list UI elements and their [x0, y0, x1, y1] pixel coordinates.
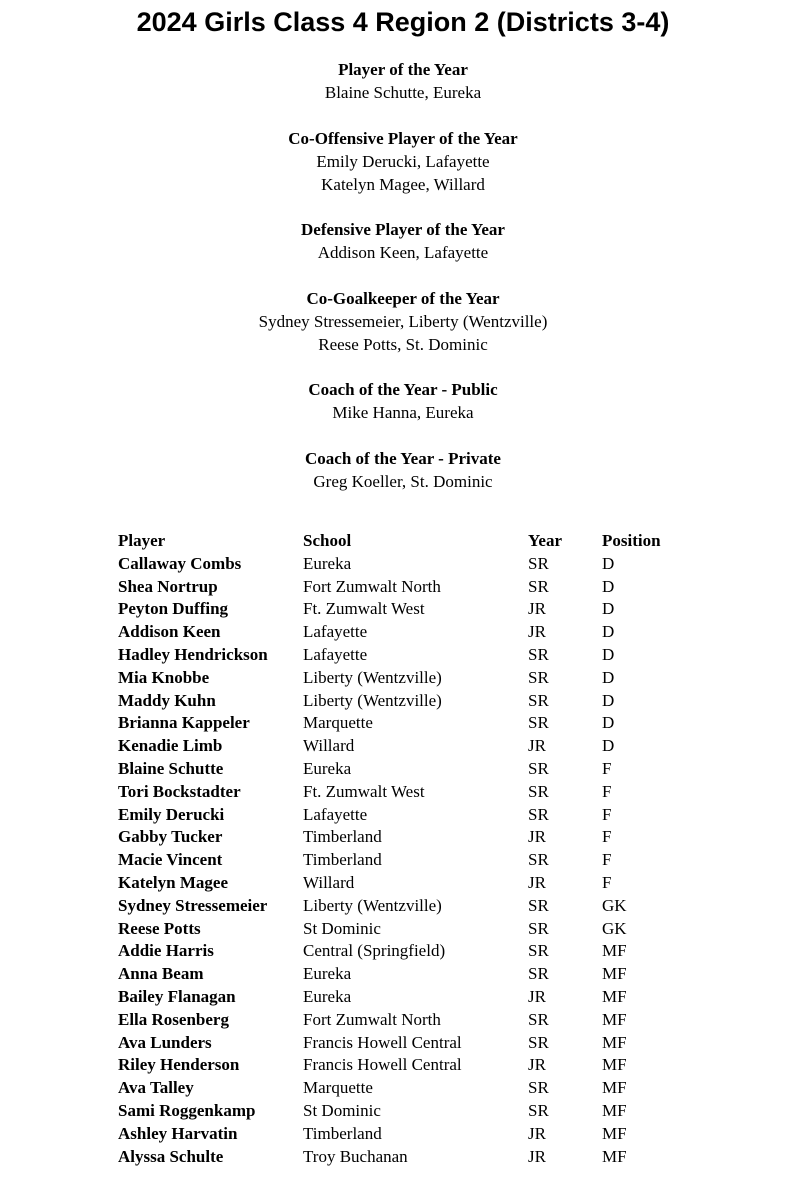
award-coach-private — [0, 447, 806, 493]
cell-player: Brianna Kappeler — [118, 713, 250, 733]
all-region-roster — [118, 530, 692, 1168]
cell-player: Riley Henderson — [118, 1055, 240, 1075]
cell-position: D — [602, 599, 615, 619]
cell-player: Addie Harris — [118, 941, 214, 961]
cell-school: Lafayette — [303, 644, 368, 664]
table-body — [118, 553, 692, 1169]
cell-player: Blaine Schutte — [118, 758, 224, 778]
table-row — [118, 553, 692, 576]
cell-position: GK — [602, 895, 627, 915]
cell-year: JR — [528, 599, 546, 619]
cell-position: F — [602, 758, 612, 778]
cell-player: Ava Talley — [118, 1078, 194, 1098]
table-row — [118, 849, 692, 872]
cell-year: SR — [528, 895, 549, 915]
award-winner: Sydney Stressemeier, Liberty (Wentzville) — [258, 311, 548, 331]
award-title: Co-Goalkeeper of the Year — [306, 288, 500, 308]
cell-year: SR — [528, 1032, 549, 1052]
table-row — [118, 735, 692, 758]
cell-school: Willard — [303, 736, 355, 756]
award-winner: Katelyn Magee, Willard — [321, 174, 485, 194]
cell-year: JR — [528, 622, 546, 642]
cell-school: Liberty (Wentzville) — [303, 690, 442, 710]
header-position: Position — [602, 531, 661, 550]
cell-year: SR — [528, 964, 549, 984]
award-title: Defensive Player of the Year — [301, 220, 505, 239]
cell-year: SR — [528, 667, 549, 687]
cell-player: Gabby Tucker — [118, 827, 223, 847]
cell-year: SR — [528, 553, 549, 573]
cell-position: MF — [602, 1146, 627, 1166]
cell-position: MF — [602, 1123, 627, 1143]
cell-player: Sami Roggenkamp — [118, 1100, 256, 1120]
cell-position: F — [602, 827, 612, 847]
cell-player: Sydney Stressemeier — [118, 895, 268, 915]
cell-position: D — [602, 667, 615, 687]
cell-player: Shea Nortrup — [118, 576, 218, 596]
cell-position: MF — [602, 941, 627, 961]
table-row — [118, 1077, 692, 1100]
cell-school: Central (Springfield) — [303, 941, 446, 961]
cell-player: Mia Knobbe — [118, 667, 210, 687]
cell-year: SR — [528, 1009, 549, 1029]
table-row — [118, 576, 692, 599]
cell-year: SR — [528, 1100, 549, 1120]
cell-year: SR — [528, 918, 549, 938]
cell-position: MF — [602, 986, 627, 1006]
table-row — [118, 781, 692, 804]
cell-school: Ft. Zumwalt West — [303, 599, 425, 619]
cell-player: Emily Derucki — [118, 804, 225, 824]
cell-school: Francis Howell Central — [303, 1055, 462, 1075]
award-title: Player of the Year — [338, 60, 468, 79]
table-row — [118, 621, 692, 644]
header-year: Year — [528, 531, 562, 550]
table-row — [118, 940, 692, 963]
cell-year: SR — [528, 1078, 549, 1098]
award-co-offensive-player — [0, 127, 806, 196]
header-player: Player — [118, 531, 166, 550]
cell-school: Eureka — [303, 758, 352, 778]
cell-year: JR — [528, 1055, 546, 1075]
table-row — [118, 758, 692, 781]
cell-position: MF — [602, 1009, 627, 1029]
award-player-of-the-year — [0, 58, 806, 104]
table-row — [118, 986, 692, 1009]
table-row — [118, 1054, 692, 1077]
cell-year: JR — [528, 827, 546, 847]
cell-year: SR — [528, 576, 549, 596]
cell-player: Katelyn Magee — [118, 872, 228, 892]
cell-year: SR — [528, 758, 549, 778]
cell-school: Marquette — [303, 713, 373, 733]
award-title: Coach of the Year - Private — [305, 448, 501, 468]
cell-school: Timberland — [303, 850, 382, 870]
cell-school: Liberty (Wentzville) — [303, 667, 442, 687]
award-winner: Blaine Schutte, Eureka — [324, 83, 482, 102]
cell-year: JR — [528, 1123, 546, 1143]
award-winner: Emily Derucki, Lafayette — [316, 151, 490, 171]
cell-player: Bailey Flanagan — [118, 986, 236, 1006]
cell-player: Ava Lunders — [118, 1032, 212, 1052]
cell-position: D — [602, 690, 615, 710]
cell-position: F — [602, 781, 612, 801]
table-row — [118, 918, 692, 941]
cell-year: SR — [528, 690, 549, 710]
cell-year: SR — [528, 713, 549, 733]
cell-player: Reese Potts — [118, 918, 201, 938]
cell-school: Marquette — [303, 1078, 373, 1098]
cell-player: Peyton Duffing — [118, 599, 229, 619]
cell-player: Maddy Kuhn — [118, 690, 216, 710]
cell-school: Eureka — [303, 986, 352, 1006]
award-co-goalkeeper — [0, 287, 806, 356]
cell-player: Tori Bockstadter — [118, 781, 241, 801]
page-title: 2024 Girls Class 4 Region 2 (Districts 3-4) — [136, 7, 670, 37]
table-row — [118, 804, 692, 827]
award-winner: Reese Potts, St. Dominic — [318, 334, 488, 354]
award-coach-public — [0, 378, 806, 424]
cell-player: Anna Beam — [118, 964, 204, 984]
table-row — [118, 598, 692, 621]
cell-year: JR — [528, 986, 546, 1006]
award-winner: Mike Hanna, Eureka — [332, 403, 474, 422]
cell-year: JR — [528, 1146, 546, 1166]
cell-school: Troy Buchanan — [303, 1146, 408, 1166]
cell-school: Ft. Zumwalt West — [303, 781, 425, 801]
cell-school: Willard — [303, 872, 355, 892]
table-row — [118, 712, 692, 735]
cell-school: Liberty (Wentzville) — [303, 895, 442, 915]
cell-position: D — [602, 622, 615, 642]
award-winner: Addison Keen, Lafayette — [317, 243, 489, 262]
table-row — [118, 644, 692, 667]
cell-school: Francis Howell Central — [303, 1032, 462, 1052]
cell-year: SR — [528, 850, 549, 870]
cell-position: MF — [602, 1032, 627, 1052]
header-school: School — [303, 531, 352, 550]
cell-school: Timberland — [303, 1123, 382, 1143]
cell-year: JR — [528, 736, 546, 756]
table-header — [118, 530, 692, 553]
cell-year: SR — [528, 941, 549, 961]
cell-player: Addison Keen — [118, 622, 221, 642]
table-row — [118, 826, 692, 849]
cell-school: Lafayette — [303, 622, 368, 642]
award-winner: Greg Koeller, St. Dominic — [313, 471, 493, 491]
cell-year: SR — [528, 781, 549, 801]
cell-player: Macie Vincent — [118, 850, 223, 870]
cell-position: MF — [602, 964, 627, 984]
cell-school: Fort Zumwalt North — [303, 576, 441, 596]
cell-school: Eureka — [303, 553, 352, 573]
table-row — [118, 1123, 692, 1146]
award-title: Co-Offensive Player of the Year — [288, 128, 518, 148]
cell-year: JR — [528, 872, 546, 892]
awards-section — [0, 58, 806, 515]
cell-year: SR — [528, 644, 549, 664]
cell-position: MF — [602, 1055, 627, 1075]
cell-position: D — [602, 553, 615, 573]
table-row — [118, 690, 692, 713]
table-row — [118, 872, 692, 895]
cell-school: Eureka — [303, 964, 352, 984]
table-row — [118, 667, 692, 690]
cell-player: Alyssa Schulte — [118, 1146, 224, 1166]
cell-player: Ashley Harvatin — [118, 1123, 238, 1143]
cell-position: D — [602, 576, 615, 596]
award-title: Coach of the Year - Public — [308, 380, 498, 399]
cell-position: D — [602, 644, 615, 664]
cell-player: Hadley Hendrickson — [118, 644, 268, 664]
table-row — [118, 1146, 692, 1169]
cell-player: Callaway Combs — [118, 553, 242, 573]
cell-school: Timberland — [303, 827, 382, 847]
cell-school: Fort Zumwalt North — [303, 1009, 441, 1029]
table-row — [118, 963, 692, 986]
cell-position: F — [602, 804, 612, 824]
cell-player: Kenadie Limb — [118, 736, 223, 756]
table-row — [118, 1009, 692, 1032]
cell-position: F — [602, 872, 612, 892]
cell-player: Ella Rosenberg — [118, 1009, 229, 1029]
cell-position: GK — [602, 918, 627, 938]
cell-year: SR — [528, 804, 549, 824]
cell-position: MF — [602, 1100, 627, 1120]
cell-school: Lafayette — [303, 804, 368, 824]
award-defensive-player — [0, 218, 806, 264]
table-row — [118, 1032, 692, 1055]
table-row — [118, 1100, 692, 1123]
cell-school: St Dominic — [303, 1100, 381, 1120]
cell-position: D — [602, 736, 615, 756]
cell-position: F — [602, 850, 612, 870]
cell-position: D — [602, 713, 615, 733]
cell-school: St Dominic — [303, 918, 381, 938]
table-row — [118, 895, 692, 918]
cell-position: MF — [602, 1078, 627, 1098]
